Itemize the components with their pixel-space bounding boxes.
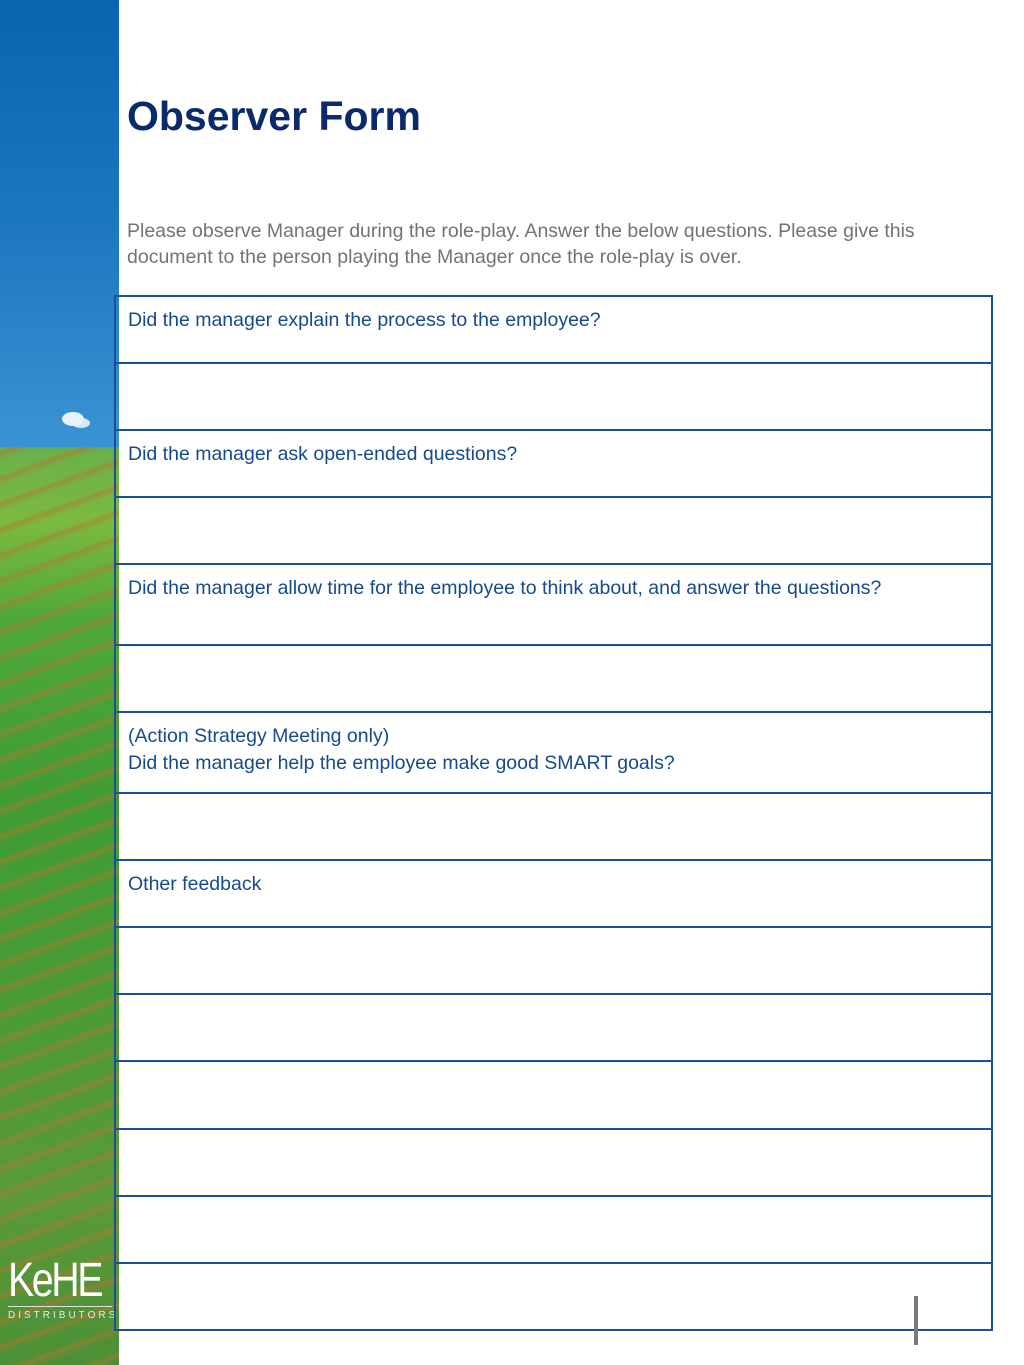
side-banner-image	[0, 0, 119, 1365]
question-qualifier: (Action Strategy Meeting only)	[128, 725, 390, 747]
question-row-allow-time	[116, 565, 991, 646]
feedback-line-4[interactable]	[116, 1130, 991, 1197]
question-text: Did the manager ask open-ended questions?	[128, 443, 518, 465]
feedback-line-3[interactable]	[116, 1062, 991, 1130]
text-cursor-icon	[914, 1296, 918, 1345]
feedback-line-1[interactable]	[116, 928, 991, 995]
answer-field-open-ended[interactable]	[116, 498, 991, 565]
feedback-line-5[interactable]	[116, 1197, 991, 1264]
question-text: Did the manager explain the process to the employee?	[128, 309, 601, 331]
kehe-logo	[8, 1254, 119, 1321]
intro-paragraph: Please observe Manager during the role-play. Answer the below questions. Please give this document to the person playing the Manager once the role-play is over.	[127, 220, 915, 268]
answer-field-explain-process[interactable]	[116, 364, 991, 431]
question-text: Did the manager allow time for the employee to think about, and answer the questions?	[128, 577, 882, 599]
logo-tagline: DISTRIBUTORS	[8, 1306, 112, 1321]
feedback-line-2[interactable]	[116, 995, 991, 1062]
observer-form-table	[114, 295, 993, 1331]
question-row-other-feedback	[116, 861, 991, 928]
question-row-open-ended	[116, 431, 991, 498]
feedback-line-6[interactable]	[116, 1264, 991, 1331]
answer-field-allow-time[interactable]	[116, 646, 991, 713]
logo-wordmark: KeHE	[8, 1254, 101, 1307]
question-text: Other feedback	[128, 873, 262, 895]
question-text: Did the manager help the employee make good SMART goals?	[128, 752, 675, 774]
page-title: Observer Form	[127, 93, 421, 139]
answer-field-smart-goals[interactable]	[116, 794, 991, 861]
question-row-smart-goals	[116, 713, 991, 794]
sky-image	[0, 0, 119, 447]
question-row-explain-process	[116, 297, 991, 364]
cloud-image	[62, 412, 84, 426]
